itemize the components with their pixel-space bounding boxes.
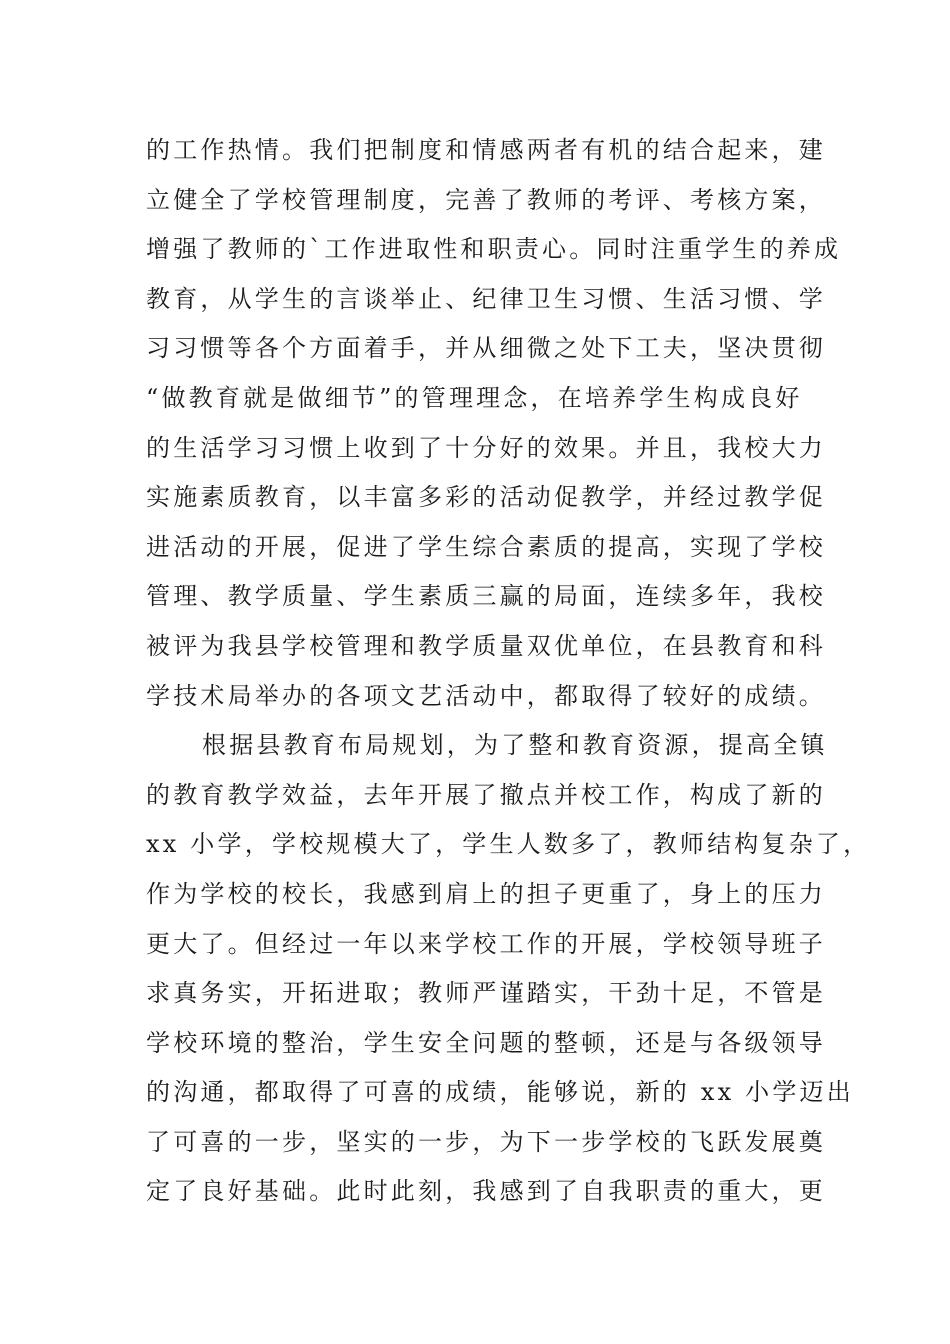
text-line: 的教育教学效益，去年开展了撤点并校工作，构成了新的: [146, 780, 826, 809]
body-text: [146, 126, 871, 1217]
paragraph-start-line: 根据县教育布局规划，为了整和教育资源，提高全镇: [202, 731, 828, 760]
text-line: 学校环境的整治，学生安全问题的整顿，还是与各级领导: [146, 1028, 826, 1057]
text-line: 更大了。但经过一年以来学校工作的开展，学校领导班子: [146, 929, 826, 958]
text-line: 立健全了学校管理制度，完善了教师的考评、考核方案，: [146, 185, 826, 214]
text-line: 教育，从学生的言谈举止、纪律卫生习惯、生活习惯、学: [146, 284, 826, 313]
text-line: 学技术局举办的各项文艺活动中，都取得了较好的成绩。: [146, 681, 826, 710]
text-line: 的工作热情。我们把制度和情感两者有机的结合起来，建: [146, 136, 826, 164]
text-line: 习习惯等各个方面着手，并从细微之处下工夫，坚决贯彻: [146, 334, 826, 363]
text-line: “做教育就是做细节”的管理理念，在培养学生构成良好: [146, 383, 803, 412]
text-line: xx 小学，学校规模大了，学生人数多了，教师结构复杂了，: [146, 830, 871, 859]
text-line: 增强了教师的`工作进取性和职责心。同时注重学生的养成: [146, 235, 842, 264]
text-line: 作为学校的校长，我感到肩上的担子更重了，身上的压力: [146, 879, 826, 908]
text-line: 实施素质教育，以丰富多彩的活动促教学，并经过教学促: [146, 483, 826, 512]
text-line: 了可喜的一步，坚实的一步，为下一步学校的飞跃发展奠: [146, 1127, 826, 1156]
text-line: 进活动的开展，促进了学生综合素质的提高，实现了学校: [146, 532, 826, 561]
text-line: 定了良好基础。此时此刻，我感到了自我职责的重大，更: [146, 1177, 826, 1206]
text-line: 被评为我县学校管理和教学质量双优单位，在县教育和科: [146, 631, 826, 660]
text-line: 的生活学习习惯上收到了十分好的效果。并且，我校大力: [146, 433, 826, 462]
text-line: 求真务实，开拓进取；教师严谨踏实，干劲十足，不管是: [146, 979, 826, 1008]
text-line: 的沟通，都取得了可喜的成绩，能够说，新的 xx 小学迈出: [146, 1078, 854, 1107]
text-line: 管理、教学质量、学生素质三赢的局面，连续多年，我校: [146, 582, 826, 611]
